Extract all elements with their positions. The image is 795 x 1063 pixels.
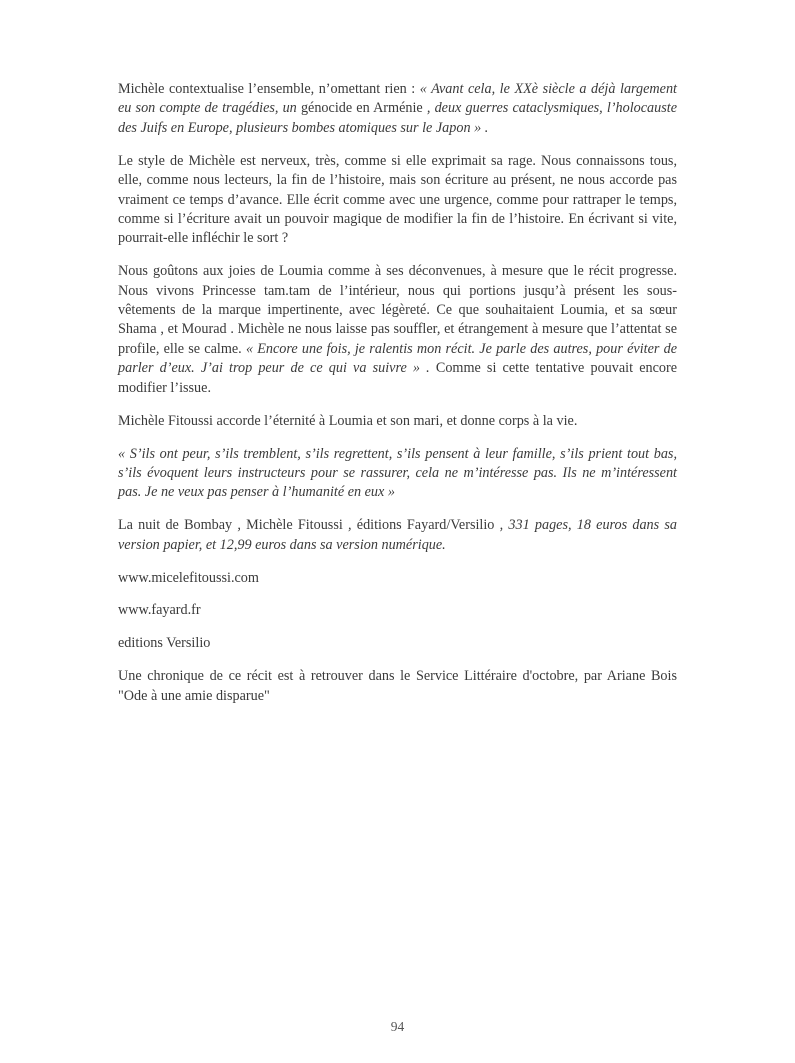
loumia-quote: « Encore une fois, je ralentis mon récit. Je parle des autres, pour éviter de parler d’eux. J’ai trop peur de ce qui va suivre » .: [118, 340, 677, 377]
page-body: [118, 80, 677, 720]
paragraph-book-info: [118, 516, 677, 555]
book-sep-1: ,: [237, 517, 247, 534]
page-number: 94: [390, 1019, 405, 1034]
genocide-armenia-link[interactable]: génocide en Arménie: [300, 100, 427, 117]
paragraph-loumia: [118, 262, 677, 398]
paragraph-style: Le style de Michèle est nerveux, très, comme si elle exprimait sa rage. Nous connaissons tous, elle, comme nous lecteurs, la fin de l’histoire, mais son écriture au présent, ne nous accorde pas vraiment ce temps d’avance. Elle écrit comme avec une urgence, comme pour rattraper le temps, comme si l’écriture avait un pouvoir magique de modifier la fin de l’histoire. En écrivant si vite, pourrait-elle infléchir le sort ?: [118, 152, 677, 247]
paragraph-context: [118, 80, 677, 138]
loumia-conclusion: Comme si cette tentative pouvait encore modifier l’issue.: [118, 360, 677, 396]
book-title-link[interactable]: La nuit de Bombay: [118, 517, 238, 534]
loumia-text: Nous goûtons aux joies de Loumia comme à ses déconvenues, à mesure que le récit progresse. Nous vivons Princesse tam.tam de l’intérieur, nous qui portions jusqu’à présent les sous-vêtements de la marque impertinente, avec légèreté. Ce que souhaitaient Loumia, et sa sœur Shama , et Mourad . Michèle ne nous laisse pas souffler, et étrangement à mesure que l’attentat se profile, elle se calme.: [118, 263, 677, 357]
paragraph-chronicle: Une chronique de ce récit est à retrouver dans le Service Littéraire d'octobre, par Ariane Bois "Ode à une amie disparue": [118, 668, 677, 704]
context-quote-end: , deux guerres cataclysmiques, l’holocauste des Juifs en Europe, plusieurs bombes atomiques sur le Japon » .: [118, 100, 677, 136]
context-intro: Michèle contextualise l’ensemble, n’omettant rien :: [118, 81, 420, 97]
author-link[interactable]: Michèle Fitoussi: [246, 517, 349, 534]
paragraph-eternity: Michèle Fitoussi accorde l’éternité à Loumia et son mari, et donne corps à la vie.: [118, 412, 578, 429]
fayard-site-link[interactable]: www.fayard.fr: [118, 602, 201, 619]
book-price-info: , 331 pages, 18 euros dans sa version papier, et 12,99 euros dans sa version numérique.: [118, 517, 677, 553]
versilio-link[interactable]: editions Versilio: [118, 635, 211, 652]
author-site-link[interactable]: www.micelefitoussi.com: [118, 569, 259, 586]
book-sep-2: ,: [348, 517, 357, 534]
context-quote-start: « Avant cela, le XXè siècle a déjà largement eu son compte de tragédies, un: [118, 81, 677, 117]
publisher-link[interactable]: éditions Fayard/Versilio: [356, 517, 500, 534]
paragraph-quote: « S’ils ont peur, s’ils tremblent, s’ils regrettent, s’ils pensent à leur famille, s’ils prient tout bas, s’ils évoquent leurs instructeurs pour se rassurer, cela ne m’intéresse pas. Ils ne m’intéressent pas. Je ne veux pas penser à l’humanité en eux »: [118, 445, 677, 501]
